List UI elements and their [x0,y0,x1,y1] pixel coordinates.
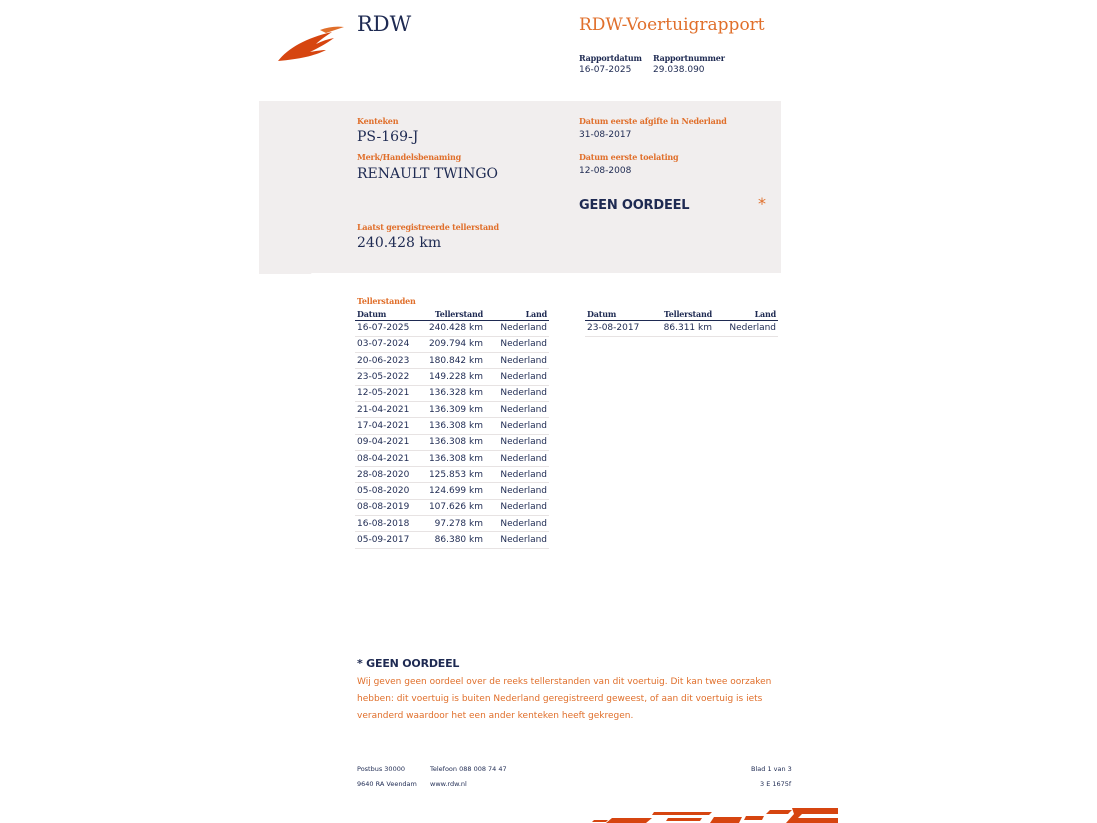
table-row [355,532,549,548]
cell-tellerstand: 209.794 km [421,336,485,352]
afgifte-label: Datum eerste afgifte in Nederland [579,116,727,126]
tellerstand-value: 240.428 km [357,235,442,251]
table-row [355,353,549,369]
cell-land: Nederland [485,450,549,466]
cell-land: Nederland [485,369,549,385]
rapportnummer-value: 29.038.090 [653,65,705,75]
verdict-asterisk: * [758,194,766,213]
header-land: Land [485,309,549,320]
odometer-table-right [585,309,778,337]
cell-land: Nederland [485,516,549,532]
table-row [355,467,549,483]
footer-city: 9640 RA Veendam [357,780,417,788]
rdw-logo-icon [276,26,346,64]
cell-datum: 23-08-2017 [585,320,651,336]
rapportnummer-label: Rapportnummer [653,53,725,63]
footer-page-number: Blad 1 van 3 [751,765,792,773]
cell-land: Nederland [485,320,549,336]
tellerstanden-title: Tellerstanden [357,296,416,306]
cell-tellerstand: 136.328 km [421,385,485,401]
header-datum: Datum [355,309,421,320]
cell-land: Nederland [485,336,549,352]
table-row [355,401,549,417]
cell-datum: 05-09-2017 [355,532,421,548]
cell-land: Nederland [485,401,549,417]
tellerstand-label: Laatst geregistreerde tellerstand [357,222,499,232]
report-title: RDW-Voertuigrapport [579,15,765,35]
afgifte-value: 31-08-2017 [579,130,632,140]
cell-datum: 05-08-2020 [355,483,421,499]
cell-land: Nederland [485,499,549,515]
cell-land: Nederland [714,320,778,336]
rapportdatum-block [579,53,642,75]
footer-code: 3 E 1675f [760,780,792,788]
cell-tellerstand: 149.228 km [421,369,485,385]
cell-land: Nederland [485,532,549,548]
kenteken-label: Kenteken [357,116,399,126]
table-row [355,336,549,352]
table-row [585,320,778,336]
merk-label: Merk/Handelsbenaming [357,152,462,162]
cell-land: Nederland [485,483,549,499]
note-text: Wij geven geen oordeel over de reeks tellerstanden van dit voertuig. Dit kan twee oorzaken hebben: dit voertuig is buiten Nederland geregistreerd geweest, of aan dit voertuig is iets veranderd waardoor het een ander kenteken heeft gekregen. [357,677,772,721]
table-row [355,499,549,515]
cell-land: Nederland [485,353,549,369]
table-row [355,516,549,532]
table-row [355,450,549,466]
cell-land: Nederland [485,385,549,401]
cell-datum: 16-07-2025 [355,320,421,336]
cell-tellerstand: 136.308 km [421,418,485,434]
table-row [355,418,549,434]
cell-tellerstand: 86.380 km [421,532,485,548]
table-row [355,434,549,450]
cell-datum: 28-08-2020 [355,467,421,483]
cell-tellerstand: 124.699 km [421,483,485,499]
cell-land: Nederland [485,418,549,434]
rapportdatum-value: 16-07-2025 [579,65,632,75]
toelating-label: Datum eerste toelating [579,152,679,162]
cell-tellerstand: 136.308 km [421,450,485,466]
cell-tellerstand: 136.309 km [421,401,485,417]
cell-tellerstand: 136.308 km [421,434,485,450]
decorative-stripes-icon [592,808,838,823]
cell-datum: 17-04-2021 [355,418,421,434]
cell-tellerstand: 107.626 km [421,499,485,515]
footer-postbus: Postbus 30000 [357,765,405,773]
footer-website[interactable]: www.rdw.nl [430,780,467,788]
footer-telefoon: Telefoon 088 008 74 47 [430,765,507,773]
cell-datum: 20-06-2023 [355,353,421,369]
cell-tellerstand: 180.842 km [421,353,485,369]
cell-datum: 16-08-2018 [355,516,421,532]
cell-datum: 21-04-2021 [355,401,421,417]
cell-datum: 23-05-2022 [355,369,421,385]
cell-datum: 08-08-2019 [355,499,421,515]
rapportnummer-block [653,53,725,75]
merk-value: RENAULT TWINGO [357,166,499,182]
cell-datum: 09-04-2021 [355,434,421,450]
rapportdatum-label: Rapportdatum [579,53,642,63]
cell-tellerstand: 240.428 km [421,320,485,336]
cell-tellerstand: 86.311 km [651,320,714,336]
cell-datum: 08-04-2021 [355,450,421,466]
header-datum: Datum [585,309,651,320]
note-title: * GEEN OORDEEL [357,657,460,670]
table-row [355,369,549,385]
verdict-badge: GEEN OORDEEL [579,198,690,213]
odometer-table-left [355,309,549,549]
brand-name: RDW [357,12,412,36]
header-tellerstand: Tellerstand [651,309,714,320]
cell-tellerstand: 97.278 km [421,516,485,532]
table-row [355,385,549,401]
header-land: Land [714,309,778,320]
cell-land: Nederland [485,467,549,483]
kenteken-value: PS-169-J [357,129,419,145]
table-header-row [355,309,549,320]
cell-datum: 03-07-2024 [355,336,421,352]
panel-notch [259,260,319,274]
cell-land: Nederland [485,434,549,450]
vehicle-panel [259,101,781,273]
table-row [355,320,549,336]
cell-datum: 12-05-2021 [355,385,421,401]
cell-tellerstand: 125.853 km [421,467,485,483]
header-tellerstand: Tellerstand [421,309,485,320]
toelating-value: 12-08-2008 [579,166,632,176]
table-row [355,483,549,499]
table-header-row [585,309,778,320]
